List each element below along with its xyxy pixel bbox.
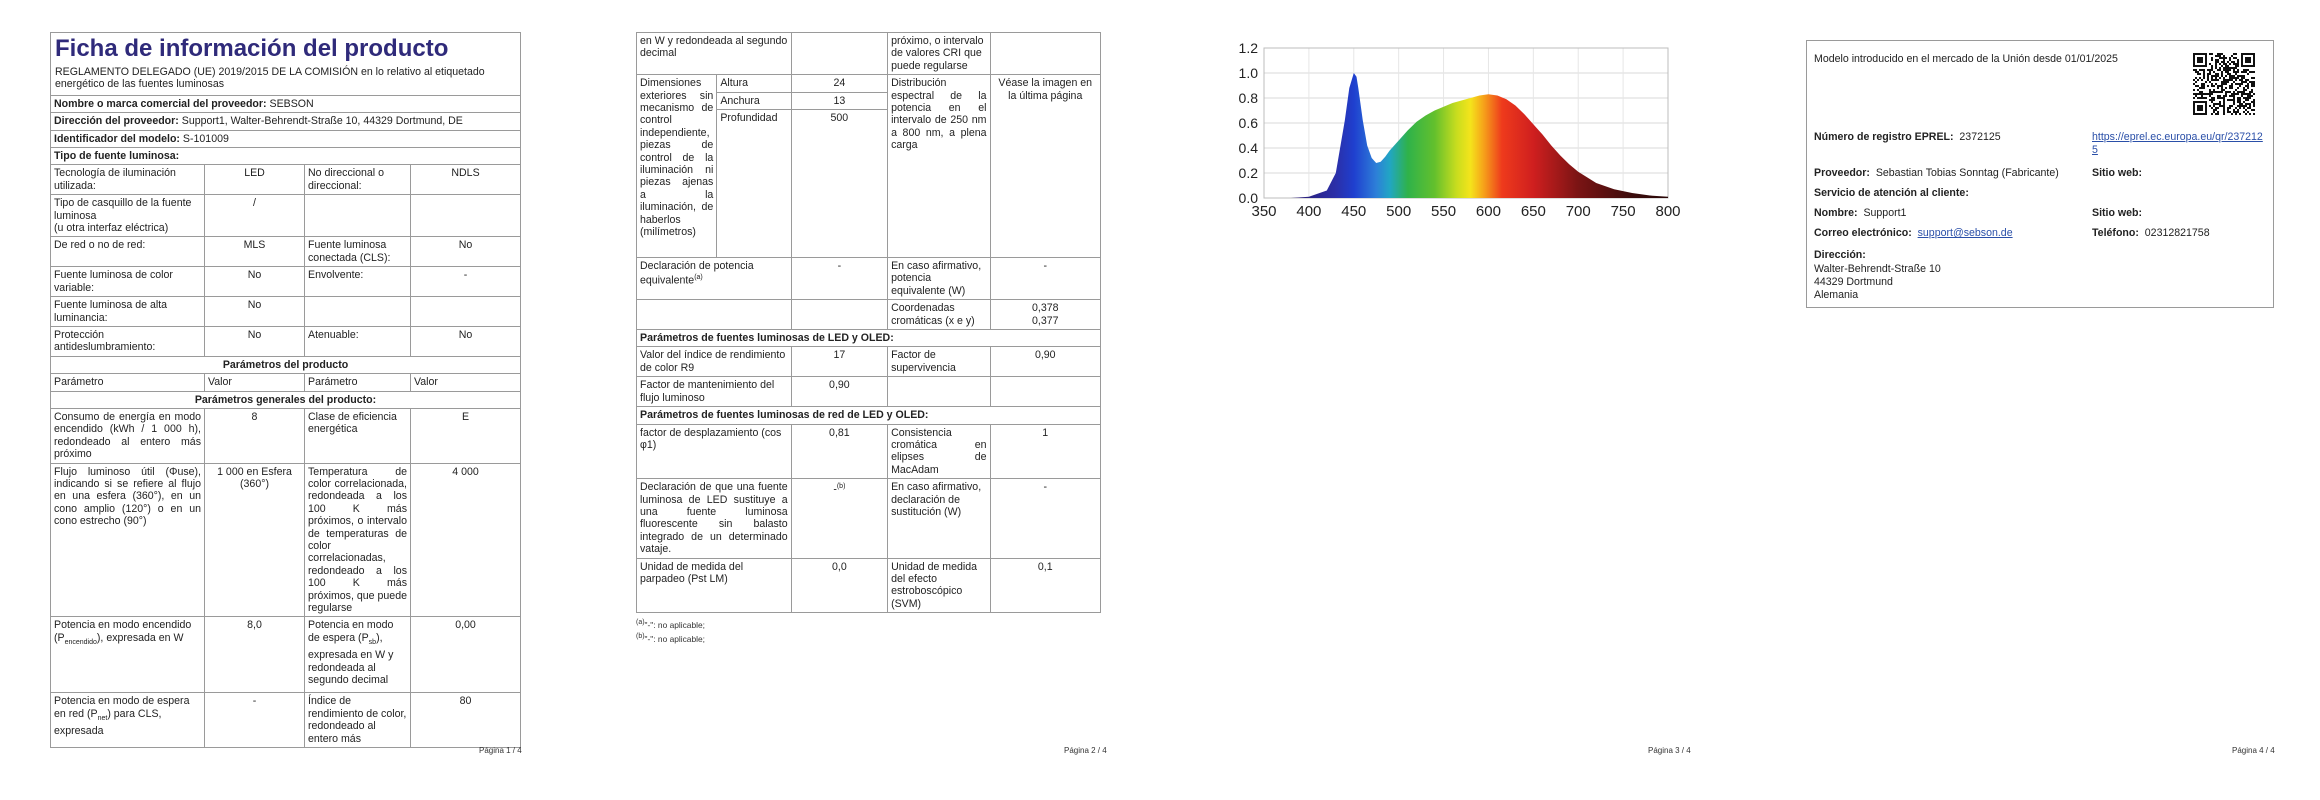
page-number: Página 4 / 4 [2232, 746, 2275, 755]
x-tick-label: 800 [1655, 203, 1681, 220]
row-value: / [205, 195, 305, 237]
row-label [305, 297, 411, 327]
table-row [51, 165, 521, 195]
row-value: 1 000 en Esfera (360°) [205, 463, 305, 617]
row-label: Potencia en modo encendido $(P_{encendido})$, expresada en W [51, 617, 205, 693]
row-label: Atenuable: [305, 326, 411, 356]
table-row [51, 326, 521, 356]
row-label: próximo, o intervalo de valores CRI que puede regularse [888, 33, 990, 75]
page-1 [50, 32, 520, 750]
row-label: Potencia en modo de espera en red $(P_{net})$ para CLS, expresada [51, 693, 205, 748]
address-label: Dirección del proveedor: [54, 115, 179, 128]
row-value: - [791, 258, 887, 300]
y-tick-label: 0.2 [1238, 165, 1258, 181]
row-label: De red o no de red: [51, 237, 205, 267]
table-row [51, 237, 521, 267]
dimension-value: 13 [791, 92, 887, 109]
row-label: Fuente luminosa de alta luminancia: [51, 297, 205, 327]
dimensions-label: Dimensiones exteriores sin mecanismo de control independiente, piezas de control de la iluminación ni piezas ajenas a la iluminación, de haberlos (milímetros) [637, 75, 717, 258]
row-label: Unidad de medida del efecto estroboscópico (SVM) [888, 558, 990, 613]
model-label: Identificador del modelo: [54, 132, 180, 145]
row-value: 0,0 [791, 558, 887, 613]
spd-label: Distribución espectral de la potencia en el intervalo de 250 nm a 800 nm, a plena carga [888, 75, 990, 258]
supplier-value: SEBSON [269, 97, 314, 110]
website-label: Sitio web: [2092, 167, 2143, 179]
row-value: E [411, 408, 521, 463]
row-label: No direccional o direccional: [305, 165, 411, 195]
address-line: 44329 Dortmund [1814, 276, 1893, 288]
address-value: Support1, Walter-Behrendt-Straße 10, 44329 Dortmund, DE [181, 115, 463, 128]
table-row [51, 408, 521, 463]
dimension-name: Profundidad [717, 110, 791, 258]
spd-value: Véase la imagen en la última página [990, 75, 1101, 258]
row-label: Factor de supervivencia [888, 347, 990, 377]
mains-heading: Parámetros de fuentes luminosas de red de LED y OLED: [637, 407, 1101, 424]
x-tick-label: 500 [1386, 203, 1412, 220]
row-value: 0,00 [411, 617, 521, 693]
page-4-box [1806, 40, 2274, 308]
row-value: No [411, 326, 521, 356]
row-label: Flujo luminoso útil (Φuse), indicando si se refiere al flujo en una esfera (360°), en un cono amplio (120°) o en un cono estrecho (90°) [51, 463, 205, 617]
row-value: 0,90 [990, 347, 1101, 377]
params-heading: Parámetros del producto [51, 356, 521, 373]
column-header: Parámetro [51, 374, 205, 391]
row-label: En caso afirmativo, potencia equivalente (W) [888, 258, 990, 300]
product-info-table-cont [636, 32, 1101, 613]
x-tick-label: 700 [1565, 203, 1591, 220]
row-value: -$^{(b)}$ [791, 479, 887, 558]
row-value: - [205, 693, 305, 748]
row-value: MLS [205, 237, 305, 267]
row-label: Factor de mantenimiento del flujo luminoso [637, 377, 792, 407]
regulation-text: REGLAMENTO DELEGADO (UE) 2019/2015 DE LA COMISIÓN en lo relativo al etiquetado energético de las fuentes luminosas [55, 66, 485, 91]
row-value: 0,90 [791, 377, 887, 407]
column-header: Valor [411, 374, 521, 391]
table-row [637, 75, 1101, 92]
row-label: Temperatura de color correlacionada, redondeada a los 100 K más próximos, o intervalo de temperaturas de color correlacionadas, redondeado a los 100 K más próximos, que puede regularse [305, 463, 411, 617]
table-row [637, 479, 1101, 558]
type-heading: Tipo de fuente luminosa: [51, 148, 521, 165]
table-row [637, 300, 1101, 330]
row-label: Unidad de medida del parpadeo (Pst LM) [637, 558, 792, 613]
y-tick-label: 0.4 [1238, 140, 1258, 156]
table-row [51, 195, 521, 237]
row-value: - [990, 258, 1101, 300]
service-heading: Servicio de atención al cliente: [1814, 187, 1969, 199]
table-row [51, 297, 521, 327]
row-value: 17 [791, 347, 887, 377]
row-value: 4 000 [411, 463, 521, 617]
row-label: Consistencia cromática en elipses de MacAdam [888, 424, 990, 479]
row-label: Valor del índice de rendimiento de color R9 [637, 347, 792, 377]
row-label: Tecnología de iluminación utilizada: [51, 165, 205, 195]
row-label: en W y redondeada al segundo decimal [637, 33, 792, 75]
x-tick-label: 600 [1475, 203, 1501, 220]
row-value: No [205, 326, 305, 356]
row-value: No [205, 297, 305, 327]
row-value: 1 [990, 424, 1101, 479]
table-row [51, 617, 521, 693]
x-tick-label: 400 [1296, 203, 1322, 220]
x-tick-label: 750 [1610, 203, 1636, 220]
table-row [51, 267, 521, 297]
eprel-row: Número de registro EPREL: 2372125 [1814, 131, 2001, 143]
row-value: 8 [205, 408, 305, 463]
row-value: - [990, 479, 1101, 558]
x-tick-label: 350 [1251, 203, 1277, 220]
y-tick-label: 1.2 [1238, 40, 1258, 56]
row-value: No [205, 267, 305, 297]
page-number: Página 1 / 4 [479, 746, 522, 755]
row-value: 0,1 [990, 558, 1101, 613]
table-row [51, 693, 521, 748]
y-tick-label: 0.6 [1238, 115, 1258, 131]
phone-row: Teléfono: 02312821758 [2092, 227, 2210, 239]
row-label: Envolvente: [305, 267, 411, 297]
table-row [51, 463, 521, 617]
row-value: No [411, 237, 521, 267]
row-label: En caso afirmativo, declaración de sustitución (W) [888, 479, 990, 558]
table-row [637, 258, 1101, 300]
footnote-b: $^{(b)}$"-": no aplicable; [636, 632, 705, 644]
x-tick-label: 650 [1520, 203, 1546, 220]
address-line: Alemania [1814, 289, 1859, 301]
model-value: S-101009 [182, 132, 229, 145]
table-row [637, 377, 1101, 407]
y-tick-label: 0.0 [1238, 190, 1258, 206]
spectral-distribution-chart [1228, 34, 1681, 234]
eprel-link[interactable]: https://eprel.ec.europa.eu/qr/2372125 [2092, 131, 2263, 156]
row-label: Consumo de energía en modo encendido (kWh / 1 000 h), redondeado al entero más próximo [51, 408, 205, 463]
row-label: Declaración de que una fuente luminosa de LED sustituye a una fuente luminosa fluorescente sin balasto integrado de un determinado vataje. [637, 479, 792, 558]
y-tick-label: 1.0 [1238, 65, 1258, 81]
row-value: 8,0 [205, 617, 305, 693]
email-row: Correo electrónico: support@sebson.de [1814, 227, 2013, 239]
name-row: Nombre: Support1 [1814, 207, 1907, 219]
dimension-value: 500 [791, 110, 887, 258]
column-header: Valor [205, 374, 305, 391]
row-value: 80 [411, 693, 521, 748]
supplier-label: Nombre o marca comercial del proveedor: [54, 97, 267, 110]
qr-code-icon [2191, 51, 2257, 117]
x-tick-label: 550 [1431, 203, 1457, 220]
footnote-a: $^{(a)}$"-": no aplicable; [636, 619, 705, 630]
y-tick-label: 0.8 [1238, 90, 1258, 106]
x-tick-label: 450 [1341, 203, 1367, 220]
row-label: Protección antideslumbramiento: [51, 326, 205, 356]
table-row [637, 424, 1101, 479]
row-value [411, 195, 521, 237]
dimension-name: Altura [717, 75, 791, 92]
row-label: Fuente luminosa de color variable: [51, 267, 205, 297]
table-header-row [51, 374, 521, 391]
table-row [637, 558, 1101, 613]
row-label: Clase de eficiencia energética [305, 408, 411, 463]
provider-row: Proveedor: Sebastian Tobias Sonntag (Fabricante) [1814, 167, 2059, 179]
page-title: Ficha de información del producto [55, 35, 449, 62]
page-2 [636, 32, 1101, 644]
general-heading: Parámetros generales del producto: [51, 391, 521, 408]
row-label: factor de desplazamiento (cos φ1) [637, 424, 792, 479]
email-link[interactable]: support@sebson.de [1917, 227, 2013, 239]
row-label: Índice de rendimiento de color, redondeado al entero más [305, 693, 411, 748]
product-info-table [50, 32, 521, 748]
row-value: - [411, 267, 521, 297]
address-heading: Dirección: [1814, 249, 1866, 261]
row-label: Declaración de potencia equivalente$^{(a)}$ [637, 258, 792, 300]
table-row [637, 33, 1101, 75]
spectrum-area [1291, 73, 1668, 198]
row-label: Coordenadas cromáticas (x e y) [888, 300, 990, 330]
dimension-value: 24 [791, 75, 887, 92]
website-label: Sitio web: [2092, 207, 2143, 219]
page-number: Página 2 / 4 [1064, 746, 1107, 755]
row-value: NDLS [411, 165, 521, 195]
spectrum-svg [1228, 34, 1681, 234]
row-label: Potencia en modo de espera $(P_{sb})$, expresada en W y redondeada al segundo decimal [305, 617, 411, 693]
row-value [411, 297, 521, 327]
market-intro: Modelo introducido en el mercado de la Unión desde 01/01/2025 [1814, 53, 2118, 65]
address-line: Walter-Behrendt-Straße 10 [1814, 263, 1941, 275]
led-heading: Parámetros de fuentes luminosas de LED y OLED: [637, 330, 1101, 347]
row-value: LED [205, 165, 305, 195]
row-label: Tipo de casquillo de la fuente luminosa (u otra interfaz eléctrica) [51, 195, 205, 237]
page-number: Página 3 / 4 [1648, 746, 1691, 755]
dimension-name: Anchura [717, 92, 791, 109]
row-value: 0,378 0,377 [990, 300, 1101, 330]
row-label [305, 195, 411, 237]
row-label: Fuente luminosa conectada (CLS): [305, 237, 411, 267]
table-row [637, 347, 1101, 377]
column-header: Parámetro [305, 374, 411, 391]
row-value: 0,81 [791, 424, 887, 479]
